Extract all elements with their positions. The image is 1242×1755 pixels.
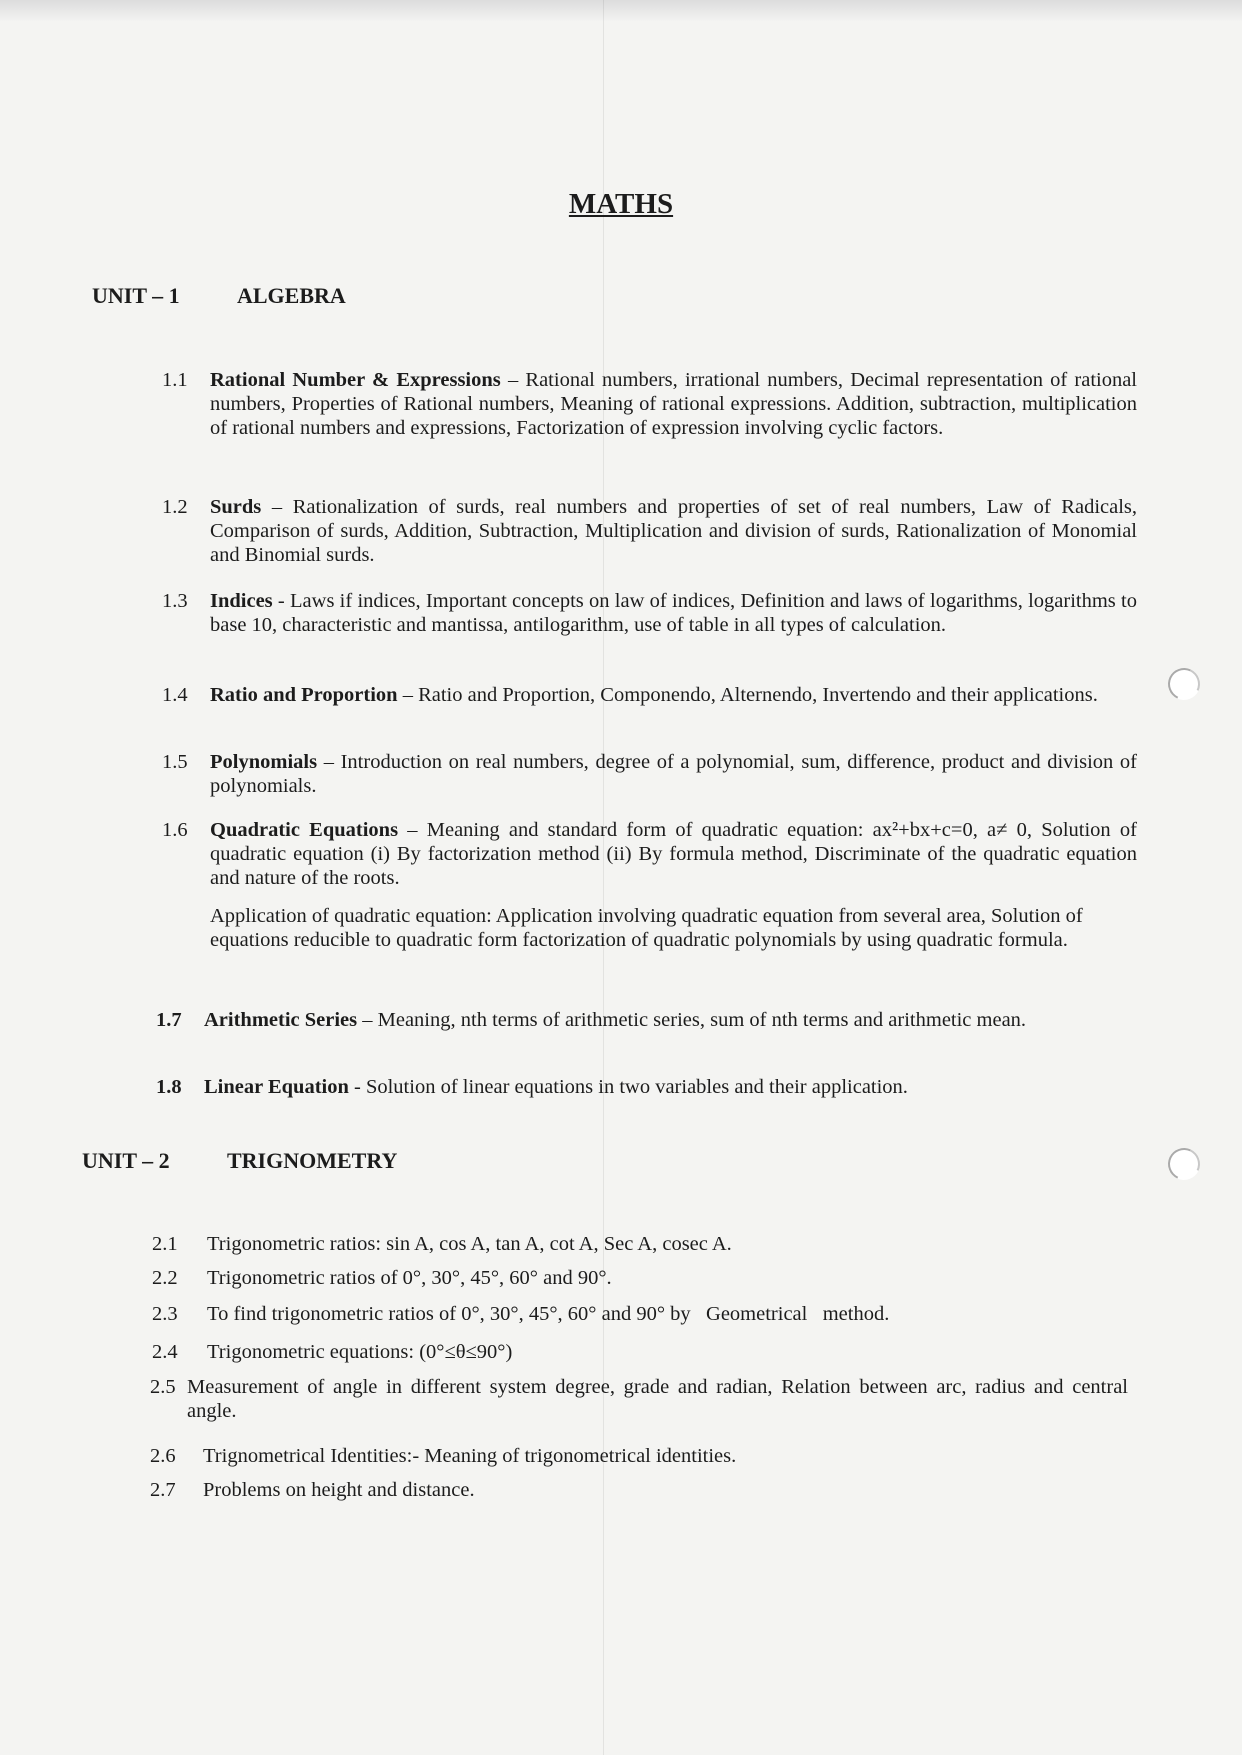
item-text-continued: Application of quadratic equation: Application involving quadratic equation from several area, Solution of equations reducible to quadratic form factorization of quadratic polynomials by using quadratic formula. — [210, 905, 1083, 951]
unit-name: ALGEBRA — [237, 283, 346, 308]
list-item — [152, 1266, 1127, 1294]
item-number: 2.4 — [152, 1341, 178, 1363]
item-text: Trigonometric equations: (0°≤θ≤90°) — [207, 1341, 513, 1363]
list-item — [152, 1232, 1127, 1260]
item-separator: – — [398, 819, 427, 841]
item-heading: Quadratic Equations — [210, 819, 399, 841]
item-heading: Arithmetic Series — [204, 1009, 358, 1031]
list-item — [152, 1302, 1127, 1330]
item-separator: – — [357, 1009, 378, 1031]
list-item — [162, 818, 1137, 998]
item-text: Trigonometric ratios of 0°, 30°, 45°, 60° and 90°. — [207, 1267, 612, 1289]
item-text: Rational numbers, irrational numbers, Decimal representation of rational numbers, Properties of Rational numbers, Meaning of rational expressions. Addition, subtraction, multiplication of rational numbers and expressions, Factorization of expression involving cyclic factors. — [210, 369, 1138, 439]
item-number: 1.1 — [162, 369, 188, 391]
item-text: To find trigonometric ratios of 0°, 30°, 45°, 60° and 90° by Geometrical method. — [207, 1303, 890, 1325]
page-title: MATHS — [568, 188, 674, 220]
list-item — [162, 495, 1137, 573]
list-item — [150, 1444, 1125, 1472]
item-separator: – — [397, 684, 419, 706]
scan-top-edge — [0, 0, 1242, 22]
item-text: Measurement of angle in different system degree, grade and radian, Relation between arc, radius and central angle. — [187, 1376, 1128, 1422]
list-item — [152, 1340, 1127, 1368]
list-item — [156, 1008, 1131, 1060]
item-text: Trigonometric ratios: sin A, cos A, tan A, cot A, Sec A, cosec A. — [207, 1233, 732, 1255]
punch-hole-icon — [1163, 663, 1204, 704]
item-number: 1.3 — [162, 590, 188, 612]
item-separator: – — [500, 369, 526, 391]
list-item — [162, 683, 1137, 735]
item-number: 2.3 — [152, 1303, 178, 1325]
list-item — [162, 750, 1137, 802]
unit-1-header — [92, 283, 346, 309]
list-item — [156, 1075, 1131, 1103]
item-number: 1.2 — [162, 496, 188, 518]
item-number: 1.7 — [156, 1009, 182, 1031]
unit-number: UNIT – 1 — [92, 283, 180, 308]
item-number: 2.1 — [152, 1233, 178, 1255]
list-item — [162, 368, 1137, 468]
item-text: Meaning, nth terms of arithmetic series, sum of nth terms and arithmetic mean. — [377, 1009, 1027, 1031]
item-text: Rationalization of surds, real numbers and properties of set of real numbers, Law of Radicals, Comparison of surds, Addition, Subtraction, Multiplication and division of surds, Rationalization of Monomial and Binomial surds. — [210, 496, 1138, 566]
unit-name: TRIGNOMETRY — [227, 1148, 398, 1173]
item-number: 1.5 — [162, 751, 188, 773]
item-text: Laws if indices, Important concepts on law of indices, Definition and laws of logarithms, logarithms to base 10, characteristic and mantissa, antilogarithm, use of table in all types of calculation. — [210, 590, 1137, 636]
item-heading: Linear Equation — [204, 1076, 349, 1098]
list-item — [150, 1478, 1125, 1506]
item-heading: Rational Number & Expressions — [210, 369, 501, 391]
item-text: Meaning and standard form of quadratic equation: ax²+bx+c=0, a≠ 0, Solution of quadratic equation (i) By factorization method (ii) By formula method, Discriminate of the quadratic equation and nature of the roots. — [210, 819, 1137, 889]
item-text: Trignometrical Identities:- Meaning of trigonometrical identities. — [203, 1445, 737, 1467]
unit-2-header — [82, 1148, 397, 1174]
item-separator: - — [272, 590, 291, 612]
item-separator: – — [317, 751, 341, 773]
item-separator: - — [348, 1076, 366, 1098]
list-item — [150, 1375, 1128, 1429]
item-heading: Ratio and Proportion — [210, 684, 398, 706]
item-text: Introduction on real numbers, degree of a polynomial, sum, difference, product and division of polynomials. — [210, 751, 1137, 797]
item-number: 2.5 — [150, 1376, 176, 1398]
list-item — [162, 589, 1137, 667]
item-number: 2.6 — [150, 1445, 176, 1467]
item-heading: Surds — [210, 496, 262, 518]
unit-number: UNIT – 2 — [82, 1148, 170, 1173]
item-text: Solution of linear equations in two variables and their application. — [365, 1076, 908, 1098]
item-text: Ratio and Proportion, Componendo, Alternendo, Invertendo and their applications. — [418, 684, 1098, 706]
item-number: 1.4 — [162, 684, 188, 706]
item-heading: Indices — [210, 590, 273, 612]
punch-hole-icon — [1163, 1143, 1204, 1184]
item-number: 1.6 — [162, 819, 188, 841]
item-text: Problems on height and distance. — [203, 1479, 475, 1501]
item-number: 2.7 — [150, 1479, 176, 1501]
item-separator: – — [261, 496, 293, 518]
item-heading: Polynomials — [210, 751, 318, 773]
item-number: 1.8 — [156, 1076, 182, 1098]
item-number: 2.2 — [152, 1267, 178, 1289]
